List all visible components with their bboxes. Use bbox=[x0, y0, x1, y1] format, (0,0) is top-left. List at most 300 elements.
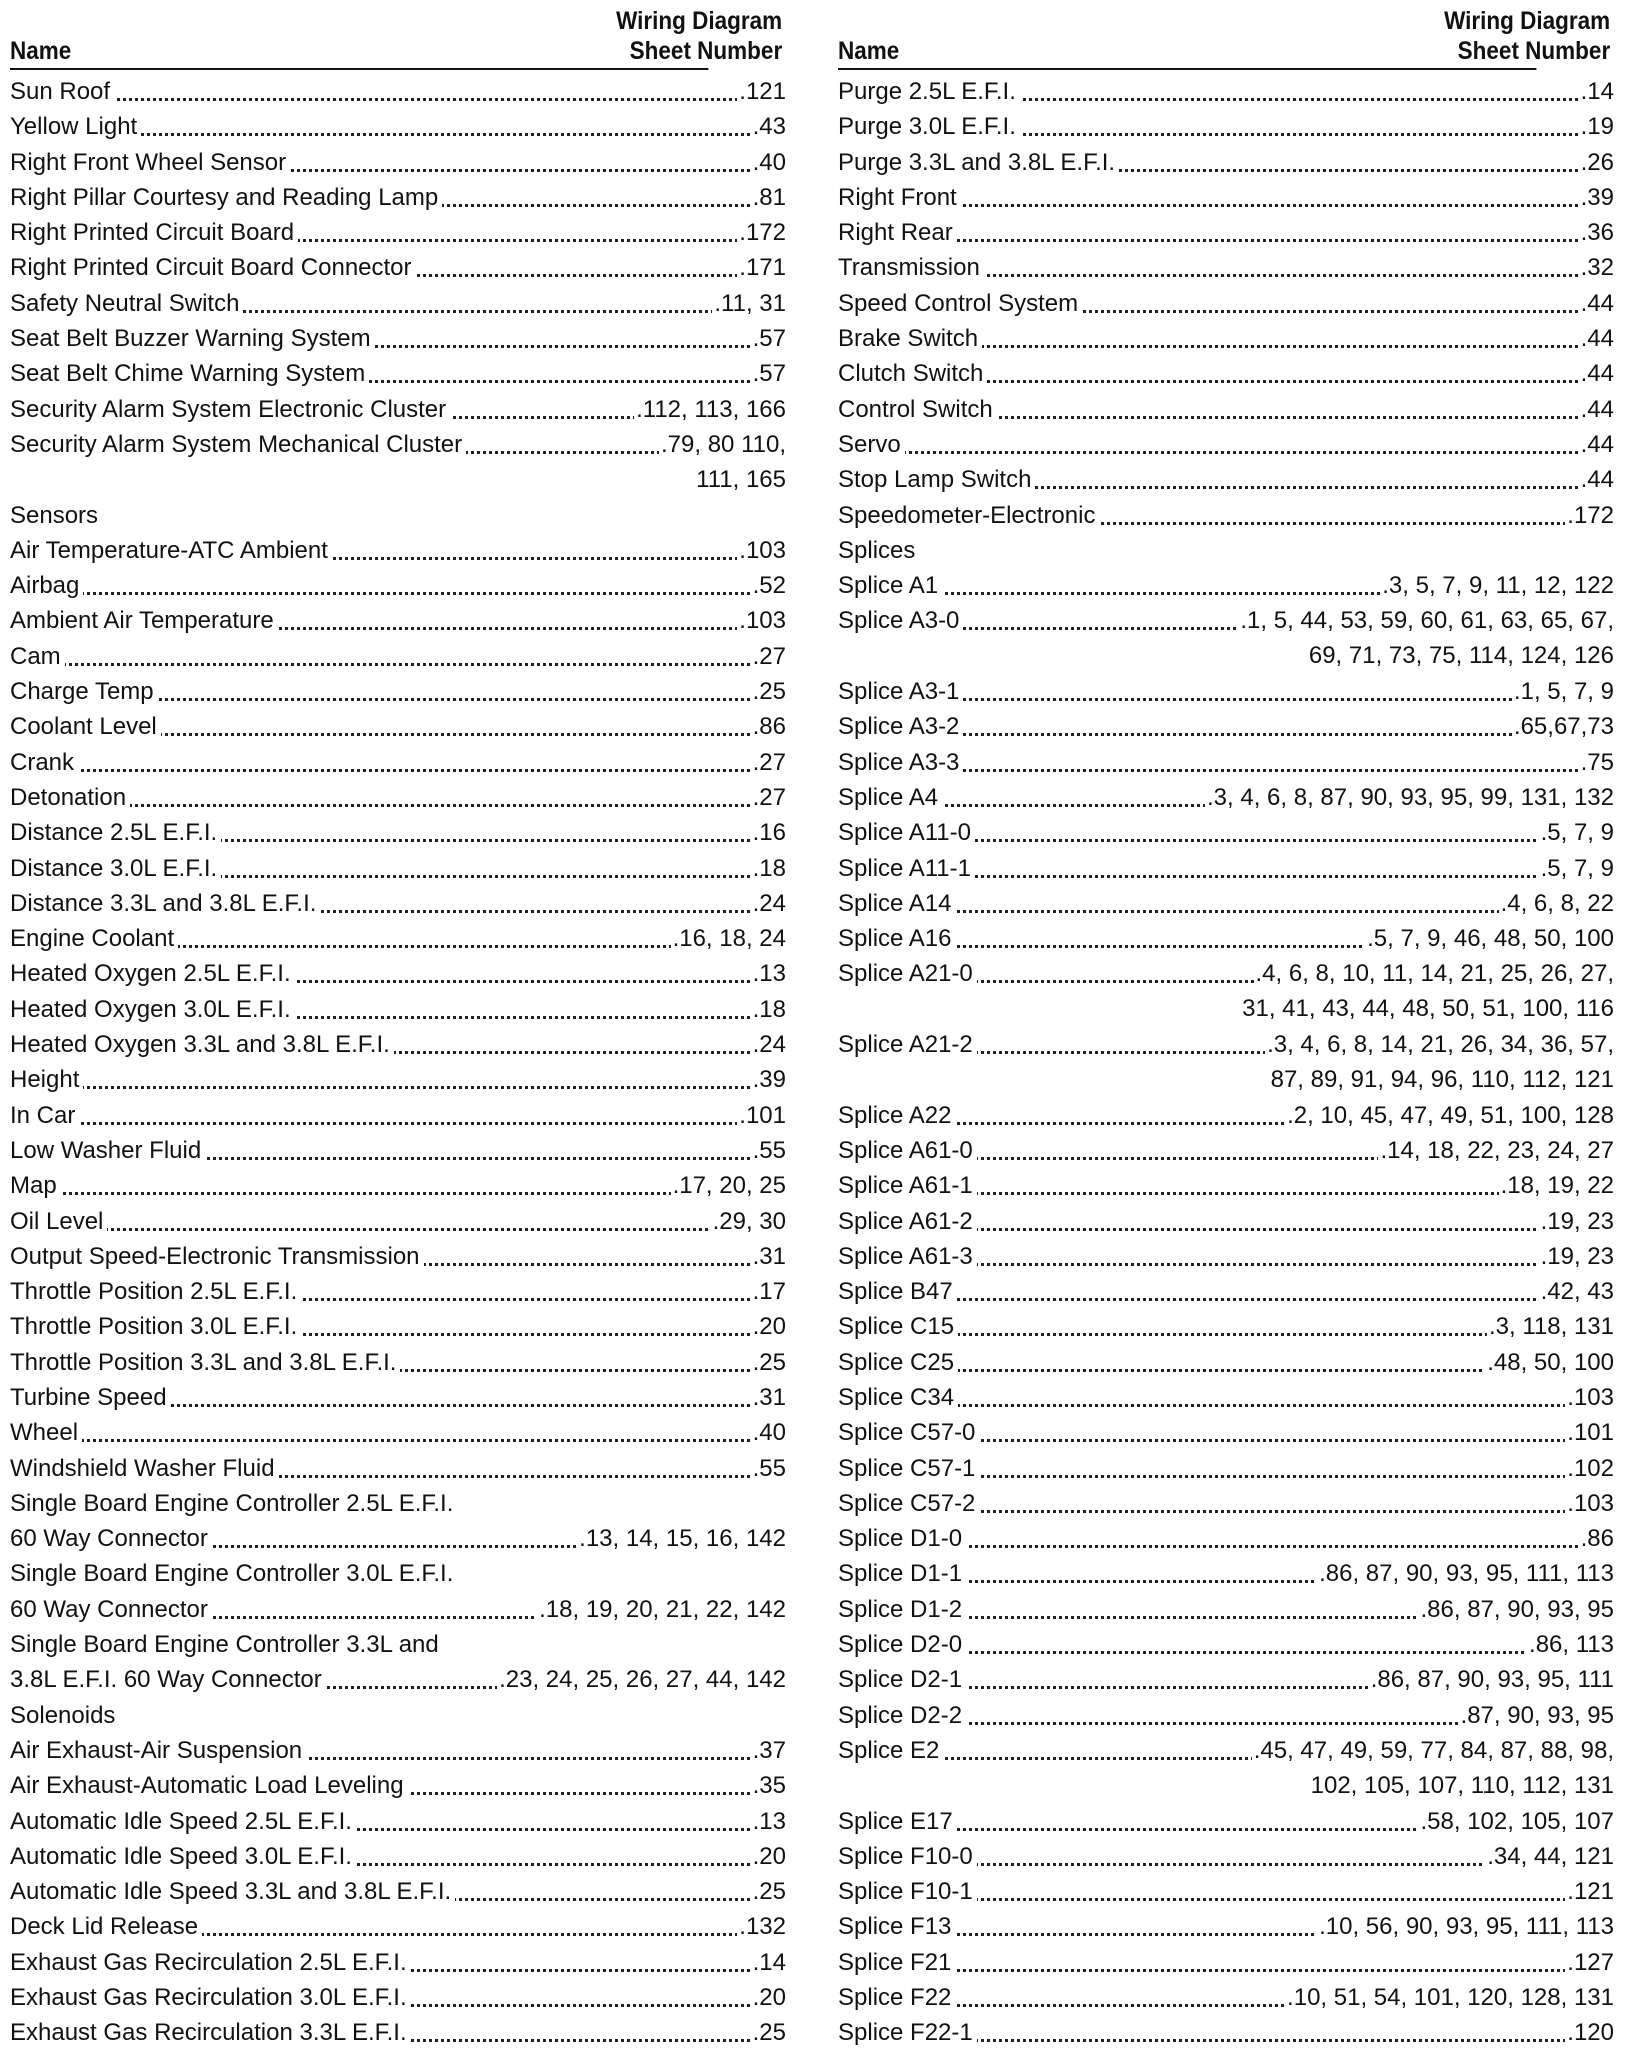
entry-sheet-numbers: .13, 14, 15, 16, 142 bbox=[577, 1521, 786, 1556]
entry-sheet-numbers: .1, 5, 7, 9 bbox=[1512, 674, 1614, 709]
entry-name: Turbine Speed bbox=[10, 1380, 171, 1415]
index-entry bbox=[838, 1239, 1614, 1274]
entry-sheet-numbers: .65,67,73 bbox=[1512, 709, 1614, 744]
entry-sheet-numbers: .18, 19, 22 bbox=[1499, 1168, 1614, 1203]
entry-name: Oil Level bbox=[10, 1204, 107, 1239]
section-heading bbox=[838, 533, 1614, 568]
entry-sheet-numbers: .5, 7, 9 bbox=[1539, 851, 1614, 886]
entry-name: Splice E17 bbox=[838, 1804, 957, 1839]
entry-name: Splice F10-0 bbox=[838, 1839, 977, 1874]
entry-name: Splice D1-1 bbox=[838, 1556, 966, 1591]
index-entry bbox=[10, 180, 786, 215]
index-entry bbox=[10, 1345, 786, 1380]
entry-name: Splice A14 bbox=[838, 886, 955, 921]
entry-name: Splice D1-0 bbox=[838, 1521, 966, 1556]
entry-name: Splice A16 bbox=[838, 921, 955, 956]
entry-name: Splice C34 bbox=[838, 1380, 958, 1415]
entry-name: Splice F22-1 bbox=[838, 2015, 977, 2050]
entry-sheet-numbers: .127 bbox=[1565, 1945, 1614, 1980]
entry-sheet-numbers: .86, 87, 90, 93, 95 bbox=[1419, 1592, 1615, 1627]
entry-sheet-numbers: .44 bbox=[1579, 392, 1614, 427]
index-entry bbox=[838, 321, 1614, 356]
index-entry bbox=[838, 886, 1614, 921]
entry-sheet-numbers: .13 bbox=[751, 1804, 786, 1839]
entry-name: Solenoids bbox=[10, 1698, 119, 1733]
entry-name: Splice E2 bbox=[838, 1733, 943, 1768]
index-entry bbox=[10, 1204, 786, 1239]
entry-sheet-numbers: .36 bbox=[1579, 215, 1614, 250]
entry-name: Airbag bbox=[10, 568, 83, 603]
index-entry bbox=[10, 921, 786, 956]
entry-sheet-numbers: .43 bbox=[751, 109, 786, 144]
entry-sheet-numbers: .39 bbox=[1579, 180, 1614, 215]
entry-name: Right Rear bbox=[838, 215, 957, 250]
entry-name: Splice F21 bbox=[838, 1945, 955, 1980]
index-entry bbox=[10, 321, 786, 356]
entry-name: Seat Belt Buzzer Warning System bbox=[10, 321, 375, 356]
entry-name: Splice A11-0 bbox=[838, 815, 975, 850]
entry-name: 3.8L E.F.I. 60 Way Connector bbox=[10, 1662, 326, 1697]
index-entry bbox=[838, 1874, 1614, 1909]
entry-name: Distance 2.5L E.F.I. bbox=[10, 815, 221, 850]
entry-sheet-numbers: .19, 23 bbox=[1539, 1204, 1614, 1239]
entry-sheet-numbers: .3, 4, 6, 8, 14, 21, 26, 34, 36, 57, bbox=[1265, 1027, 1614, 1062]
index-entry bbox=[838, 145, 1614, 180]
entry-sheet-numbers: .19, 23 bbox=[1539, 1239, 1614, 1274]
entry-name: Splice A3-1 bbox=[838, 674, 963, 709]
entry-sheet-numbers: .20 bbox=[751, 1980, 786, 2015]
entry-sheet-numbers: .18 bbox=[751, 851, 786, 886]
index-entry bbox=[838, 745, 1614, 780]
index-entry bbox=[838, 462, 1614, 497]
entry-name: Automatic Idle Speed 3.3L and 3.8L E.F.I. bbox=[10, 1874, 455, 1909]
entry-sheet-numbers: .17, 20, 25 bbox=[671, 1168, 786, 1203]
index-entry bbox=[838, 1556, 1614, 1591]
entry-sheet-numbers: .31 bbox=[751, 1380, 786, 1415]
index-entry bbox=[10, 109, 786, 144]
entry-sheet-numbers: .120 bbox=[1565, 2015, 1614, 2050]
entry-sheet-numbers: .18, 19, 20, 21, 22, 142 bbox=[537, 1592, 786, 1627]
index-entry bbox=[10, 603, 786, 638]
index-entry bbox=[10, 1062, 786, 1097]
entry-sheet-numbers: .42, 43 bbox=[1539, 1274, 1614, 1309]
index-entry bbox=[838, 250, 1614, 285]
entry-name: Splice D2-0 bbox=[838, 1627, 966, 1662]
entry-sheet-numbers: .31 bbox=[751, 1239, 786, 1274]
entry-name: Splice A21-0 bbox=[838, 956, 977, 991]
entry-name: Heated Oxygen 3.0L E.F.I. bbox=[10, 992, 295, 1027]
entry-sheet-numbers: .132 bbox=[737, 1909, 786, 1944]
index-entry bbox=[838, 956, 1614, 1027]
index-entry bbox=[838, 1839, 1614, 1874]
entry-sheet-numbers: .25 bbox=[751, 1345, 786, 1380]
index-entry bbox=[10, 1945, 786, 1980]
entry-sheet-numbers: .52 bbox=[751, 568, 786, 603]
entry-sheet-numbers: .17 bbox=[751, 1274, 786, 1309]
entry-name: Control Switch bbox=[838, 392, 997, 427]
index-entry bbox=[838, 1521, 1614, 1556]
entry-sheet-numbers: .171 bbox=[737, 250, 786, 285]
section-heading bbox=[10, 498, 786, 533]
index-entry bbox=[838, 568, 1614, 603]
index-entry bbox=[10, 392, 786, 427]
entry-name: Speed Control System bbox=[838, 286, 1082, 321]
index-entry bbox=[838, 392, 1614, 427]
entry-name: Splice F10-1 bbox=[838, 1874, 977, 1909]
index-entry bbox=[10, 1380, 786, 1415]
entry-sheet-numbers: .27 bbox=[751, 639, 786, 674]
entry-name: Seat Belt Chime Warning System bbox=[10, 356, 369, 391]
entry-sheet-numbers: .5, 7, 9, 46, 48, 50, 100 bbox=[1365, 921, 1614, 956]
entry-name: In Car bbox=[10, 1098, 79, 1133]
index-entry bbox=[10, 1133, 786, 1168]
entry-sheet-numbers: .35 bbox=[751, 1768, 786, 1803]
index-entry bbox=[10, 815, 786, 850]
index-entry bbox=[10, 215, 786, 250]
entry-sheet-numbers: .37 bbox=[751, 1733, 786, 1768]
sheet-number-header bbox=[1444, 6, 1610, 66]
index-entry bbox=[838, 1309, 1614, 1344]
entry-sheet-numbers: .44 bbox=[1579, 356, 1614, 391]
index-entry bbox=[838, 709, 1614, 744]
entry-sheet-numbers: .86, 113 bbox=[1527, 1627, 1614, 1662]
entry-name: Throttle Position 3.3L and 3.8L E.F.I. bbox=[10, 1345, 400, 1380]
entry-sheet-numbers-continued: 87, 89, 91, 94, 96, 110, 112, 121 bbox=[1271, 1062, 1614, 1097]
entry-sheet-numbers: .40 bbox=[751, 1415, 786, 1450]
entry-name: Splice A3-0 bbox=[838, 603, 963, 638]
entry-name: Splice A1 bbox=[838, 568, 942, 603]
entry-name: Splice A11-1 bbox=[838, 851, 975, 886]
entry-name: Splice A21-2 bbox=[838, 1027, 977, 1062]
index-entry bbox=[838, 1027, 1614, 1098]
entry-sheet-numbers: .103 bbox=[737, 533, 786, 568]
entry-name: Exhaust Gas Recirculation 3.0L E.F.I. bbox=[10, 1980, 411, 2015]
entry-name: Air Temperature-ATC Ambient bbox=[10, 533, 332, 568]
entry-name: Single Board Engine Controller 3.0L E.F.I. bbox=[10, 1556, 457, 1591]
index-entry bbox=[838, 286, 1614, 321]
section-heading bbox=[10, 1556, 786, 1591]
entry-sheet-numbers: .25 bbox=[751, 674, 786, 709]
left-column bbox=[10, 0, 786, 2051]
entry-sheet-numbers: .14 bbox=[751, 1945, 786, 1980]
index-entry bbox=[838, 215, 1614, 250]
entry-sheet-numbers: .10, 51, 54, 101, 120, 128, 131 bbox=[1285, 1980, 1614, 2015]
index-entry bbox=[838, 815, 1614, 850]
right-column bbox=[838, 0, 1614, 2051]
entry-sheet-numbers: .86 bbox=[751, 709, 786, 744]
entry-sheet-numbers: .3, 4, 6, 8, 87, 90, 93, 95, 99, 131, 132 bbox=[1205, 780, 1614, 815]
name-header: Name bbox=[838, 37, 900, 65]
index-entry bbox=[10, 1274, 786, 1309]
entry-sheet-numbers: .55 bbox=[751, 1451, 786, 1486]
index-entry bbox=[10, 639, 786, 674]
entry-name: Splice A3-2 bbox=[838, 709, 963, 744]
entry-sheet-numbers: .20 bbox=[751, 1839, 786, 1874]
entry-sheet-numbers: .102 bbox=[1565, 1451, 1614, 1486]
entry-name: Splice C25 bbox=[838, 1345, 958, 1380]
sheet-header-line1: Wiring Diagram bbox=[1444, 7, 1611, 35]
entry-sheet-numbers: .57 bbox=[751, 321, 786, 356]
entry-sheet-numbers: .44 bbox=[1579, 286, 1614, 321]
entry-sheet-numbers: .34, 44, 121 bbox=[1485, 1839, 1614, 1874]
index-entry bbox=[10, 1309, 786, 1344]
entry-name: Security Alarm System Electronic Cluster bbox=[10, 392, 450, 427]
entry-name: Single Board Engine Controller 2.5L E.F.I. bbox=[10, 1486, 457, 1521]
entry-sheet-numbers: .57 bbox=[751, 356, 786, 391]
entry-sheet-numbers: .39 bbox=[751, 1062, 786, 1097]
entry-name: 60 Way Connector bbox=[10, 1592, 212, 1627]
entry-sheet-numbers: .87, 90, 93, 95 bbox=[1459, 1698, 1614, 1733]
entry-name: Right Printed Circuit Board bbox=[10, 215, 298, 250]
entry-sheet-numbers: .86 bbox=[1579, 1521, 1614, 1556]
entry-name: 60 Way Connector bbox=[10, 1521, 212, 1556]
column-header bbox=[10, 0, 783, 70]
entry-name: Splice C57-0 bbox=[838, 1415, 979, 1450]
index-entry bbox=[10, 709, 786, 744]
index-entry bbox=[838, 1909, 1614, 1944]
index-entry bbox=[10, 1839, 786, 1874]
entry-sheet-numbers: .172 bbox=[737, 215, 786, 250]
entry-sheet-numbers-continued: 31, 41, 43, 44, 48, 50, 51, 100, 116 bbox=[1242, 991, 1614, 1026]
index-entry bbox=[10, 1662, 786, 1697]
entry-name: Clutch Switch bbox=[838, 356, 987, 391]
entry-name: Heated Oxygen 3.3L and 3.8L E.F.I. bbox=[10, 1027, 394, 1062]
entry-name: Windshield Washer Fluid bbox=[10, 1451, 279, 1486]
entry-sheet-numbers: .27 bbox=[751, 745, 786, 780]
entry-name: Brake Switch bbox=[838, 321, 982, 356]
entry-name: Splice D2-1 bbox=[838, 1662, 966, 1697]
index-entry bbox=[838, 1098, 1614, 1133]
entry-name: Charge Temp bbox=[10, 674, 158, 709]
entry-name: Height bbox=[10, 1062, 83, 1097]
entry-sheet-numbers: .44 bbox=[1579, 321, 1614, 356]
index-entry bbox=[838, 1592, 1614, 1627]
index-entry bbox=[10, 1909, 786, 1944]
entry-name: Detonation bbox=[10, 780, 130, 815]
entry-sheet-numbers: .29, 30 bbox=[711, 1204, 786, 1239]
sheet-header-line1: Wiring Diagram bbox=[616, 7, 783, 35]
index-entry bbox=[10, 956, 786, 991]
entry-name: Deck Lid Release bbox=[10, 1909, 202, 1944]
entry-sheet-numbers: .121 bbox=[737, 74, 786, 109]
entry-sheet-numbers: .44 bbox=[1579, 427, 1614, 462]
entry-sheet-numbers: .10, 56, 90, 93, 95, 111, 113 bbox=[1317, 1909, 1614, 1944]
entry-sheet-numbers: .5, 7, 9 bbox=[1539, 815, 1614, 850]
index-entry bbox=[838, 1486, 1614, 1521]
entry-name: Stop Lamp Switch bbox=[838, 462, 1035, 497]
index-entry bbox=[10, 992, 786, 1027]
index-entry bbox=[838, 74, 1614, 109]
entry-sheet-numbers: .20 bbox=[751, 1309, 786, 1344]
entry-name: Single Board Engine Controller 3.3L and bbox=[10, 1627, 443, 1662]
index-entry bbox=[10, 745, 786, 780]
entry-name: Right Front bbox=[838, 180, 961, 215]
sheet-header-line2: Sheet Number bbox=[629, 37, 783, 65]
entry-name: Exhaust Gas Recirculation 3.3L E.F.I. bbox=[10, 2015, 411, 2050]
index-entry bbox=[838, 1451, 1614, 1486]
index-entry bbox=[10, 1027, 786, 1062]
entry-sheet-numbers: .101 bbox=[1565, 1415, 1614, 1450]
entry-name: Splice C57-1 bbox=[838, 1451, 979, 1486]
entry-name: Wheel bbox=[10, 1415, 82, 1450]
entry-sheet-numbers: .11, 31 bbox=[712, 286, 786, 321]
entry-sheet-numbers: .32 bbox=[1579, 250, 1614, 285]
entry-name: Splice A4 bbox=[838, 780, 942, 815]
entry-name: Servo bbox=[838, 427, 905, 462]
entry-name: Engine Coolant bbox=[10, 921, 178, 956]
entry-name: Splice F22 bbox=[838, 1980, 955, 2015]
index-entry bbox=[10, 851, 786, 886]
index-entry bbox=[10, 1804, 786, 1839]
entry-sheet-numbers: .75 bbox=[1579, 745, 1614, 780]
index-entry bbox=[838, 1698, 1614, 1733]
section-heading bbox=[10, 1486, 786, 1521]
entry-sheet-numbers: .86, 87, 90, 93, 95, 111, 113 bbox=[1317, 1556, 1614, 1591]
entry-sheet-numbers: .101 bbox=[737, 1098, 786, 1133]
entry-sheet-numbers: .25 bbox=[751, 1874, 786, 1909]
entry-name: Heated Oxygen 2.5L E.F.I. bbox=[10, 956, 295, 991]
right-entry-list bbox=[838, 74, 1614, 2051]
entry-name: Splice A61-0 bbox=[838, 1133, 977, 1168]
entry-name: Yellow Light bbox=[10, 109, 141, 144]
entry-name: Splice A61-2 bbox=[838, 1204, 977, 1239]
entry-name: Splice A22 bbox=[838, 1098, 955, 1133]
index-entry bbox=[838, 109, 1614, 144]
entry-name: Sun Roof bbox=[10, 74, 114, 109]
entry-sheet-numbers: .103 bbox=[1565, 1380, 1614, 1415]
entry-name: Distance 3.0L E.F.I. bbox=[10, 851, 221, 886]
index-entry bbox=[838, 1380, 1614, 1415]
entry-name: Splice F13 bbox=[838, 1909, 955, 1944]
left-entry-list bbox=[10, 74, 786, 2051]
index-entry bbox=[10, 1451, 786, 1486]
entry-sheet-numbers: .24 bbox=[751, 886, 786, 921]
entry-sheet-numbers: .86, 87, 90, 93, 95, 111 bbox=[1369, 1662, 1614, 1697]
index-entry bbox=[838, 1168, 1614, 1203]
entry-name: Splice A3-3 bbox=[838, 745, 963, 780]
index-entry bbox=[10, 780, 786, 815]
index-entry bbox=[10, 1874, 786, 1909]
entry-sheet-numbers: .2, 10, 45, 47, 49, 51, 100, 128 bbox=[1285, 1098, 1614, 1133]
entry-name: Air Exhaust-Automatic Load Leveling bbox=[10, 1768, 408, 1803]
entry-name: Right Pillar Courtesy and Reading Lamp bbox=[10, 180, 442, 215]
entry-sheet-numbers: .23, 24, 25, 26, 27, 44, 142 bbox=[497, 1662, 786, 1697]
index-entry bbox=[10, 1592, 786, 1627]
entry-name: Cam bbox=[10, 639, 65, 674]
entry-name: Purge 3.3L and 3.8L E.F.I. bbox=[838, 145, 1119, 180]
entry-sheet-numbers-continued: 111, 165 bbox=[696, 462, 786, 497]
index-entry bbox=[10, 1239, 786, 1274]
index-entry bbox=[10, 250, 786, 285]
column-header bbox=[838, 0, 1611, 70]
section-heading bbox=[10, 1698, 786, 1733]
entry-sheet-numbers: .79, 80 110, bbox=[659, 427, 786, 462]
entry-sheet-numbers: .55 bbox=[751, 1133, 786, 1168]
sheet-number-header bbox=[616, 6, 782, 66]
index-entry bbox=[838, 1274, 1614, 1309]
entry-sheet-numbers: .3, 5, 7, 9, 11, 12, 122 bbox=[1380, 568, 1614, 603]
index-entry bbox=[10, 533, 786, 568]
entry-name: Ambient Air Temperature bbox=[10, 603, 278, 638]
entry-sheet-numbers: .16 bbox=[751, 815, 786, 850]
index-entry bbox=[838, 1980, 1614, 2015]
entry-sheet-numbers: .19 bbox=[1579, 109, 1614, 144]
entry-sheet-numbers: .1, 5, 44, 53, 59, 60, 61, 63, 65, 67, bbox=[1238, 603, 1614, 638]
entry-sheet-numbers: .45, 47, 49, 59, 77, 84, 87, 88, 98, bbox=[1252, 1733, 1614, 1768]
entry-name: Low Washer Fluid bbox=[10, 1133, 205, 1168]
index-entry bbox=[838, 2015, 1614, 2050]
entry-name: Air Exhaust-Air Suspension bbox=[10, 1733, 306, 1768]
index-entry bbox=[10, 427, 786, 498]
entry-sheet-numbers: .103 bbox=[1565, 1486, 1614, 1521]
entry-name: Speedometer-Electronic bbox=[838, 498, 1099, 533]
entry-name: Splice D2-2 bbox=[838, 1698, 966, 1733]
index-entry bbox=[838, 1345, 1614, 1380]
entry-sheet-numbers: .40 bbox=[751, 145, 786, 180]
index-entry bbox=[838, 921, 1614, 956]
entry-sheet-numbers: .14, 18, 22, 23, 24, 27 bbox=[1378, 1133, 1614, 1168]
entry-sheet-numbers: .103 bbox=[737, 603, 786, 638]
section-heading bbox=[10, 1627, 786, 1662]
index-entry bbox=[838, 1945, 1614, 1980]
index-entry bbox=[10, 886, 786, 921]
index-entry bbox=[10, 1168, 786, 1203]
entry-sheet-numbers: .14 bbox=[1579, 74, 1614, 109]
entry-name: Coolant Level bbox=[10, 709, 161, 744]
entry-sheet-numbers: .24 bbox=[751, 1027, 786, 1062]
entry-name: Purge 2.5L E.F.I. bbox=[838, 74, 1020, 109]
entry-sheet-numbers: .3, 118, 131 bbox=[1487, 1309, 1614, 1344]
entry-sheet-numbers: .26 bbox=[1579, 145, 1614, 180]
index-entry bbox=[10, 74, 786, 109]
index-entry bbox=[838, 1204, 1614, 1239]
entry-sheet-numbers: .4, 6, 8, 10, 11, 14, 21, 25, 26, 27, bbox=[1254, 956, 1615, 991]
entry-name: Splice B47 bbox=[838, 1274, 957, 1309]
name-header: Name bbox=[10, 37, 72, 65]
index-entry bbox=[838, 1733, 1614, 1804]
index-entry bbox=[838, 1662, 1614, 1697]
entry-name: Output Speed-Electronic Transmission bbox=[10, 1239, 424, 1274]
entry-name: Safety Neutral Switch bbox=[10, 286, 243, 321]
index-entry bbox=[838, 1804, 1614, 1839]
entry-sheet-numbers: .44 bbox=[1579, 462, 1614, 497]
index-entry bbox=[838, 1133, 1614, 1168]
entry-name: Splice D1-2 bbox=[838, 1592, 966, 1627]
entry-sheet-numbers: .18 bbox=[751, 992, 786, 1027]
entry-name: Automatic Idle Speed 2.5L E.F.I. bbox=[10, 1804, 356, 1839]
entry-sheet-numbers-continued: 69, 71, 73, 75, 114, 124, 126 bbox=[1309, 638, 1614, 673]
index-entry bbox=[838, 851, 1614, 886]
index-entry bbox=[838, 356, 1614, 391]
entry-sheet-numbers: .121 bbox=[1565, 1874, 1614, 1909]
entry-name: Distance 3.3L and 3.8L E.F.I. bbox=[10, 886, 320, 921]
entry-sheet-numbers: .112, 113, 166 bbox=[634, 392, 786, 427]
entry-sheet-numbers: .4, 6, 8, 22 bbox=[1499, 886, 1614, 921]
index-entry bbox=[838, 498, 1614, 533]
index-entry bbox=[10, 1415, 786, 1450]
entry-sheet-numbers: .172 bbox=[1565, 498, 1614, 533]
entry-name: Automatic Idle Speed 3.0L E.F.I. bbox=[10, 1839, 356, 1874]
index-entry bbox=[838, 1627, 1614, 1662]
entry-name: Splice C15 bbox=[838, 1309, 958, 1344]
entry-sheet-numbers-continued: 102, 105, 107, 110, 112, 131 bbox=[1311, 1768, 1614, 1803]
entry-name: Security Alarm System Mechanical Cluster bbox=[10, 427, 466, 462]
index-entry bbox=[838, 780, 1614, 815]
entry-sheet-numbers: .16, 18, 24 bbox=[671, 921, 786, 956]
entry-name: Purge 3.0L E.F.I. bbox=[838, 109, 1020, 144]
entry-name: Map bbox=[10, 1168, 61, 1203]
entry-name: Splice A61-3 bbox=[838, 1239, 977, 1274]
